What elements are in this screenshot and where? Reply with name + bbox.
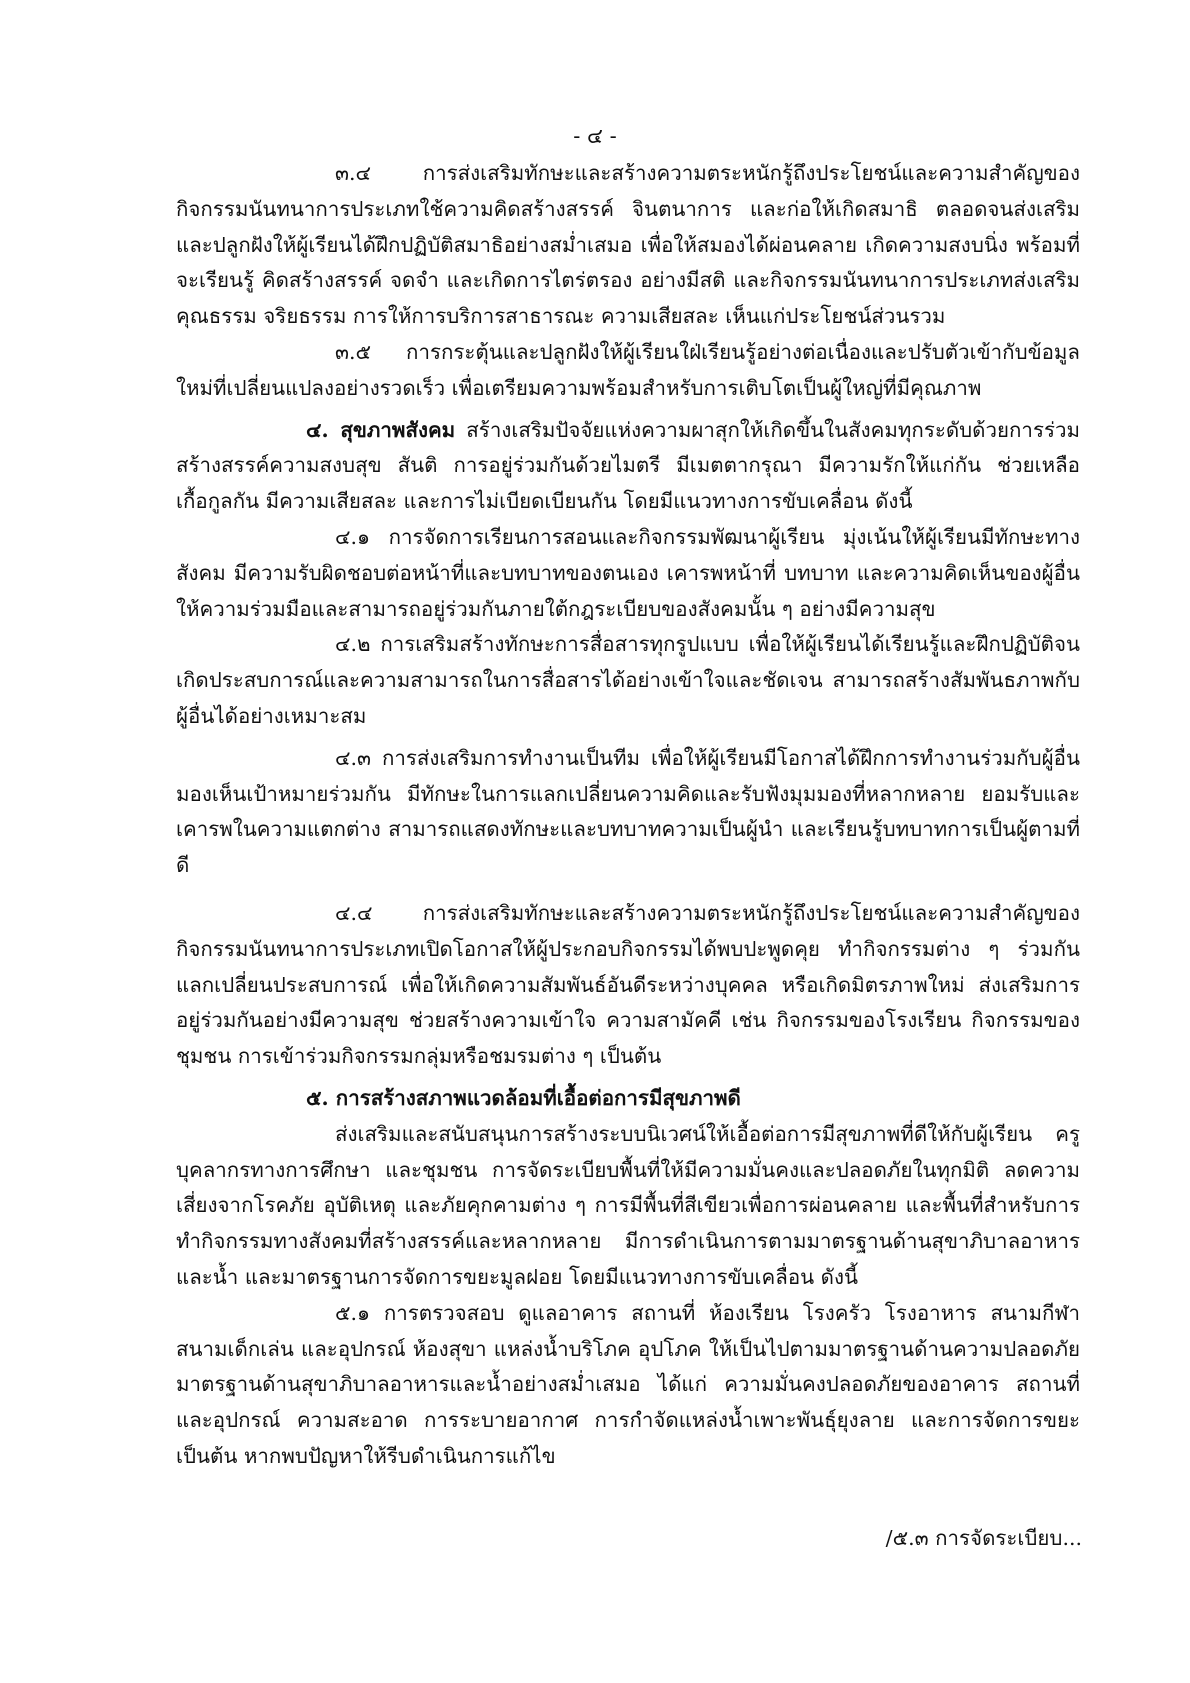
paragraph-4-1: ๔.๑ การจัดการเรียนการสอนและกิจกรรมพัฒนาผู้เรียน มุ่งเน้นให้ผู้เรียนมีทักษะทางสังคม มีความรับผิดชอบต่อหน้าที่และบทบาทของตนเอง เคารพหน้าที่ บทบาท และความคิดเห็นของผู้อื่นให้ความร่วมมือและสามารถอยู่ร่วมกันภายใต้กฎระเบียบของสังคมนั้น ๆ อย่างมีความสุข (176, 524, 1080, 621)
paragraph-5-1: ๕.๑ การตรวจสอบ ดูแลอาคาร สถานที่ ห้องเรียน โรงครัว โรงอาหาร สนามกีฬา สนามเด็กเล่น และอุปกรณ์ ห้องสุขา แหล่งน้ำบริโภค อุปโภค ให้เป็นไปตามมาตรฐานด้านความปลอดภัย มาตรฐานด้านสุขาภิบาลอาหารและน้ำอย่างสม่ำเสมอ ได้แก่ ความมั่นคงปลอดภัยของอาคาร สถานที่และอุปกรณ์ ความสะอาด การระบายอากาศ การกำจัดแหล่งน้ำเพาะพันธุ์ยุงลาย และการจัดการขยะ เป็นต้น หากพบปัญหาให้รีบดำเนินการแก้ไข (176, 1300, 1080, 1468)
paragraph-4-3: ๔.๓ การส่งเสริมการทำงานเป็นทีม เพื่อให้ผู้เรียนมีโอกาสได้ฝึกการทำงานร่วมกับผู้อื่นมองเห็นเป้าหมายร่วมกัน มีทักษะในการแลกเปลี่ยนความคิดและรับฟังมุมมองที่หลากหลาย ยอมรับและเคารพในความแตกต่าง สามารถแสดงทักษะและบทบาทความเป็นผู้นำ และเรียนรู้บทบาทการเป็นผู้ตามที่ดี (176, 745, 1080, 878)
page-number: - ๔ - (573, 124, 617, 148)
section-4-title: ๔. สุขภาพสังคม (306, 417, 456, 442)
section-4-heading (176, 413, 1080, 520)
section-4-text: สร้างเสริมปัจจัยแห่งความผาสุกให้เกิดขึ้นในสังคมทุกระดับด้วยการร่วมสร้างสรรค์ความสงบสุข สันติ การอยู่ร่วมกันด้วยไมตรี มีเมตตากรุณา มีความรักให้แก่กัน ช่วยเหลือ เกื้อกูลกัน มีความเสียสละ และการไม่เบียดเบียนกัน โดยมีแนวทางการขับเคลื่อน ดังนี้ (176, 417, 1080, 514)
paragraph-4-4: ๔.๔ การส่งเสริมทักษะและสร้างความตระหนักรู้ถึงประโยชน์และความสำคัญของ กิจกรรมนันทนาการประเภทเปิดโอกาสให้ผู้ประกอบกิจกรรมได้พบปะพูดคุย ทำกิจกรรมต่าง ๆ ร่วมกัน แลกเปลี่ยนประสบการณ์ เพื่อให้เกิดความสัมพันธ์อันดีระหว่างบุคคล หรือเกิดมิตรภาพใหม่ ส่งเสริมการอยู่ร่วมกันอย่างมีความสุข ช่วยสร้างความเข้าใจ ความสามัคคี เช่น กิจกรรมของโรงเรียน กิจกรรมของชุมชน การเข้าร่วมกิจกรรมกลุ่มหรือชมรมต่าง ๆ เป็นต้น (176, 900, 1080, 1069)
document-body (176, 156, 1080, 1475)
paragraph-3-5: ๓.๕ การกระตุ้นและปลูกฝังให้ผู้เรียนใฝ่เรียนรู้อย่างต่อเนื่องและปรับตัวเข้ากับข้อมูลใหม่ที่เปลี่ยนแปลงอย่างรวดเร็ว เพื่อเตรียมความพร้อมสำหรับการเติบโตเป็นผู้ใหญ่ที่มีคุณภาพ (176, 339, 1080, 400)
paragraph-4-2: ๔.๒ การเสริมสร้างทักษะการสื่อสารทุกรูปแบบ เพื่อให้ผู้เรียนได้เรียนรู้และฝึกปฏิบัติจนเกิดประสบการณ์และความสามารถในการสื่อสารได้อย่างเข้าใจและชัดเจน สามารถสร้างสัมพันธภาพกับผู้อื่นได้อย่างเหมาะสม (176, 632, 1080, 728)
paragraph-3-4: ๓.๔ การส่งเสริมทักษะและสร้างความตระหนักรู้ถึงประโยชน์และความสำคัญของกิจกรรมนันทนาการประเภทใช้ความคิดสร้างสรรค์ จินตนาการ และก่อให้เกิดสมาธิ ตลอดจนส่งเสริมและปลูกฝังให้ผู้เรียนได้ฝึกปฏิบัติสมาธิอย่างสม่ำเสมอ เพื่อให้สมองได้ผ่อนคลาย เกิดความสงบนิ่ง พร้อมที่จะเรียนรู้ คิดสร้างสรรค์ จดจำ และเกิดการไตร่ตรอง อย่างมีสติ และกิจกรรมนันทนาการประเภทส่งเสริมคุณธรรม จริยธรรม การให้การบริการสาธารณะ ความเสียสละ เห็นแก่ประโยชน์ส่วนรวม (176, 161, 1080, 329)
section-5-heading: ๕. การสร้างสภาพแวดล้อมที่เอื้อต่อการมีสุขภาพดี (306, 1085, 741, 1110)
continuation-note: /๕.๓ การจัดระเบียบ... (885, 1526, 1082, 1550)
paragraph-5: ส่งเสริมและสนับสนุนการสร้างระบบนิเวศน์ให้เอื้อต่อการมีสุขภาพที่ดีให้กับผู้เรียน ครู บุคลากรทางการศึกษา และชุมชน การจัดระเบียบพื้นที่ให้มีความมั่นคงและปลอดภัยในทุกมิติ ลดความเสี่ยงจากโรคภัย อุบัติเหตุ และภัยคุกคามต่าง ๆ การมีพื้นที่สีเขียวเพื่อการผ่อนคลาย และพื้นที่สำหรับการทำกิจกรรมทางสังคมที่สร้างสรรค์และหลากหลาย มีการดำเนินการตามมาตรฐานด้านสุขาภิบาลอาหารและน้ำ และมาตรฐานการจัดการขยะมูลฝอย โดยมีแนวทางการขับเคลื่อน ดังนี้ (176, 1121, 1080, 1289)
